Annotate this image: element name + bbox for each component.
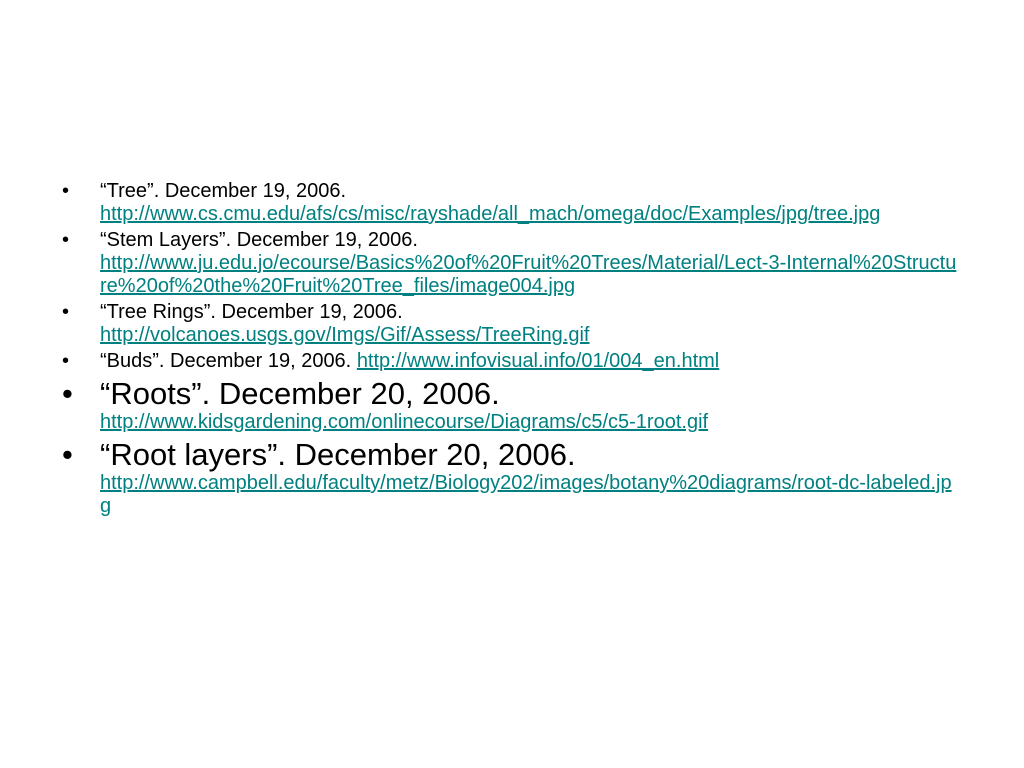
- reference-link[interactable]: http://www.campbell.edu/faculty/metz/Biology202/images/botany%20diagrams/root-dc-labeled.jpg: [100, 472, 952, 517]
- reference-item: [62, 377, 962, 434]
- reference-title: “Buds”. December 19, 2006.: [100, 350, 352, 372]
- reference-link[interactable]: http://www.kidsgardening.com/onlinecourse/Diagrams/c5/c5-1root.gif: [100, 411, 709, 433]
- reference-link[interactable]: http://www.ju.edu.jo/ecourse/Basics%20of%20Fruit%20Trees/Material/Lect-3-Internal%20Structure%20of%20the%20Fruit%20Tree_files/image004.jpg: [100, 252, 957, 297]
- bullet-icon: •: [62, 350, 70, 372]
- reference-link[interactable]: http://volcanoes.usgs.gov/Imgs/Gif/Assess/TreeRing.gif: [100, 324, 590, 346]
- bullet-icon: •: [62, 301, 70, 323]
- reference-link[interactable]: http://www.infovisual.info/01/004_en.html: [356, 350, 720, 372]
- reference-link[interactable]: http://www.cs.cmu.edu/afs/cs/misc/rayshade/all_mach/omega/doc/Examples/jpg/tree.jpg: [100, 203, 881, 225]
- reference-item: [62, 180, 962, 226]
- reference-item: [62, 350, 962, 373]
- reference-item: [62, 229, 962, 298]
- reference-title: “Tree”. December 19, 2006.: [100, 180, 347, 202]
- reference-title: “Roots”. December 20, 2006.: [100, 376, 500, 411]
- bullet-icon: •: [62, 376, 73, 411]
- bullet-icon: •: [62, 437, 73, 472]
- reference-list: [62, 180, 962, 522]
- reference-item: [62, 301, 962, 347]
- reference-title: “Tree Rings”. December 19, 2006.: [100, 301, 403, 323]
- reference-title: “Stem Layers”. December 19, 2006.: [100, 229, 418, 251]
- bullet-icon: •: [62, 180, 70, 202]
- reference-item: [62, 438, 962, 518]
- reference-title: “Root layers”. December 20, 2006.: [100, 437, 576, 472]
- bullet-icon: •: [62, 229, 70, 251]
